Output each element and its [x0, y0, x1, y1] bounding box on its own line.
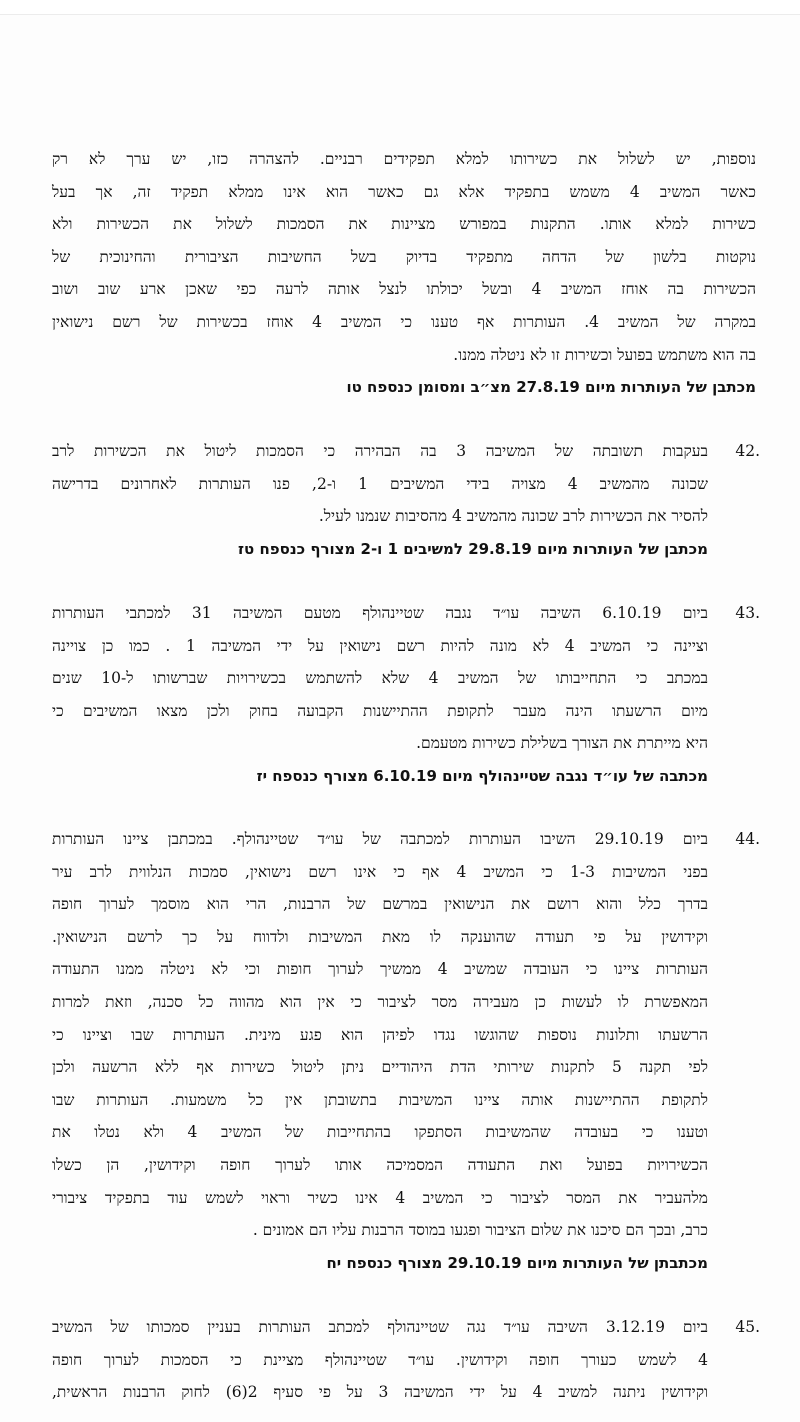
paragraph-number-45 — [712, 1311, 760, 1344]
text-line: ביום 3.12.19 השיבה עו״ד נגה שטיינהולף למכתב העותרות בעניין סמכותו של המשיב — [52, 1318, 708, 1336]
text-line: שכונה מהמשיב 4 מצויה בידי המשיבים 1 ו-2, פנו העותרות לאחרונים בדרישה — [52, 474, 708, 493]
text-line: מיום הרשעתו הינה מעבר לתקופת ההתיישנות הקבועה בחוק ולכן מצאו המשיבים כי — [52, 701, 708, 720]
text-line: להסיר את הכשירות לרב שכונה מהמשיב 4 מהסיבות שנמנו לעיל. — [318, 507, 708, 526]
paragraph-45 — [52, 1311, 708, 1409]
text-line: וטענו כי בעובדה שהמשיבות הסתפקו בהתחייבות של המשיב 4 ולא נטלו את — [52, 1123, 708, 1142]
text-line: נוספות, יש לשלול את כשירותו למלא תפקידים רבניים. להצהרה כזו, יש ערך לא רק — [52, 150, 756, 168]
paragraph-43 — [52, 597, 708, 793]
text-line: וציינה כי המשיב 4 לא מונה להיות רשם נישואין על ידי המשיבה 1 . כמו כן צויינה — [52, 636, 708, 655]
text-line: במקרה של המשיב 4. העותרות אף טענו כי המשיב 4 אוחז בכשירות של רשם נישואין — [52, 312, 756, 331]
text-line: המאפשרת לו לעשות כן מעבירה מסר לציבור כי אין הוא מהווה כל סכנה, וזאת למרות — [52, 992, 708, 1011]
paragraph-number-43 — [712, 597, 760, 630]
text-line: במכתב כי התחייבותו של המשיב 4 שלא להשתמש בכשירויות שברשותו ל-10 שנים — [52, 669, 708, 688]
text-line: העותרות ציינו כי העובדה שמשיב 4 ממשיך לערוך חופות וכי לא ניטלה ממנו התעודה — [52, 960, 708, 979]
paragraph-number: 44. — [735, 830, 760, 848]
text-line: היא מייתרת את הצורך בשלילת כשירות מטעמם. — [416, 734, 708, 753]
text-line: כשירות למלא אותו. התקנות במפורש מציינות את הסמכות לשלול את הכשירות ולא — [52, 215, 756, 234]
paragraph-number-44 — [712, 823, 760, 856]
text-line: 4 לשמש כעורך חופה וקידושין. עו״ד שטיינהולף מציינת כי הסמכות לערוך חופה — [52, 1350, 708, 1369]
exhibit-caption: מכתבתן של העותרות מיום 29.10.19 מצורף כנספח יח — [326, 1253, 708, 1272]
text-line: כרב, ובכך הם סיכנו את שלום הציבור ופגעו במוסד הרבנות עליו הם אמונים . — [252, 1221, 708, 1240]
paragraph-42 — [52, 435, 708, 565]
text-line: ביום 29.10.19 השיבו העותרות למכתבה של עו״ד שטיינהולף. במכתבן ציינו העותרות — [52, 830, 708, 848]
text-line: בה הוא משתמש בפועל וכשירות זו לא ניטלה ממנו. — [453, 345, 756, 364]
exhibit-caption: מכתבה של עו״ד נגבה שטיינהולף מיום 6.10.19 מצורף כנספח יז — [256, 766, 708, 785]
text-line: מלהעביר את המסר לציבור כי המשיב 4 אינו כשיר וראוי לשמש עוד בתפקיד ציבורי — [52, 1188, 708, 1207]
text-line: הרשעתו ותלונות נוספות שהוגשו נגדו לפיהן הוא פגע מינית. העותרות שבו וציינו כי — [52, 1025, 708, 1044]
text-line: בפני המשיבות 1-3 כי המשיב 4 אף כי אינו רשם נישואין, סמכות הנלווית לרב עיר — [52, 862, 708, 881]
intro-paragraph — [52, 143, 756, 404]
text-line: ביום 6.10.19 השיבה עו״ד נגבה שטיינהולף מטעם המשיבה 31 למכתבי העותרות — [52, 604, 709, 622]
text-line: הכשירויות בפועל ואת התעודה המסמיכה אותו לערוך חופה וקידושין, הן כשלו — [52, 1155, 708, 1174]
exhibit-caption: מכתבן של העותרות מיום 27.8.19 מצ״ב ומסומן כנספח טו — [346, 378, 756, 397]
text-line: בדרך כלל והוא רושם את הנישואין במרשם של הרבנות, הרי הוא מוסמך לערוך חופה — [52, 895, 708, 914]
text-line: כאשר המשיב 4 משמש בתפקיד אלא גם כאשר הוא אינו ממלא תפקיד זה, אך בעל — [52, 182, 756, 201]
paragraph-number: 45. — [735, 1318, 760, 1336]
text-line: וקידושין על פי תעודה שהוענקה לו מאת המשיבות ולדווח על כך לרשם הנישואין. — [52, 927, 708, 946]
paragraph-number-42 — [712, 435, 760, 468]
text-line: לתקופת ההתיישנות אותה ציינו המשיבות בתשובתן אין כל משמעות. העותרות שבו — [52, 1090, 708, 1109]
text-line: לפי תקנה 5 לתקנות שירותי הדת היהודיים ניתן ליטול כשירות אף ללא הרשעה ולכן — [52, 1058, 708, 1077]
paragraph-44 — [52, 823, 708, 1279]
text-line: הכשירות בה אוחז המשיב 4 ובשל יכולתו לנצל אותה לרעה כפי שאכן ארע שוב ושוב — [52, 280, 757, 299]
paragraph-number: 43. — [735, 604, 760, 622]
text-line: וקידושין ניתנה למשיב 4 על ידי המשיבה 3 על פי סעיף 2(6) לחוק הרבנות הראשית, — [52, 1383, 708, 1402]
paragraph-number: 42. — [735, 442, 760, 460]
text-line: בעקבות תשובתה של המשיבה 3 בה הבהירה כי הסמכות ליטול את הכשירות לרב — [52, 442, 708, 460]
text-line: נוקטות בלשון של הדחה מתפקיד בדיוק בשל החשיבות הציבורית והחינוכית של — [52, 247, 756, 266]
exhibit-caption: מכתבן של העותרות מיום 29.8.19 למשיבים 1 ו-2 מצורף כנספח טז — [238, 539, 708, 558]
